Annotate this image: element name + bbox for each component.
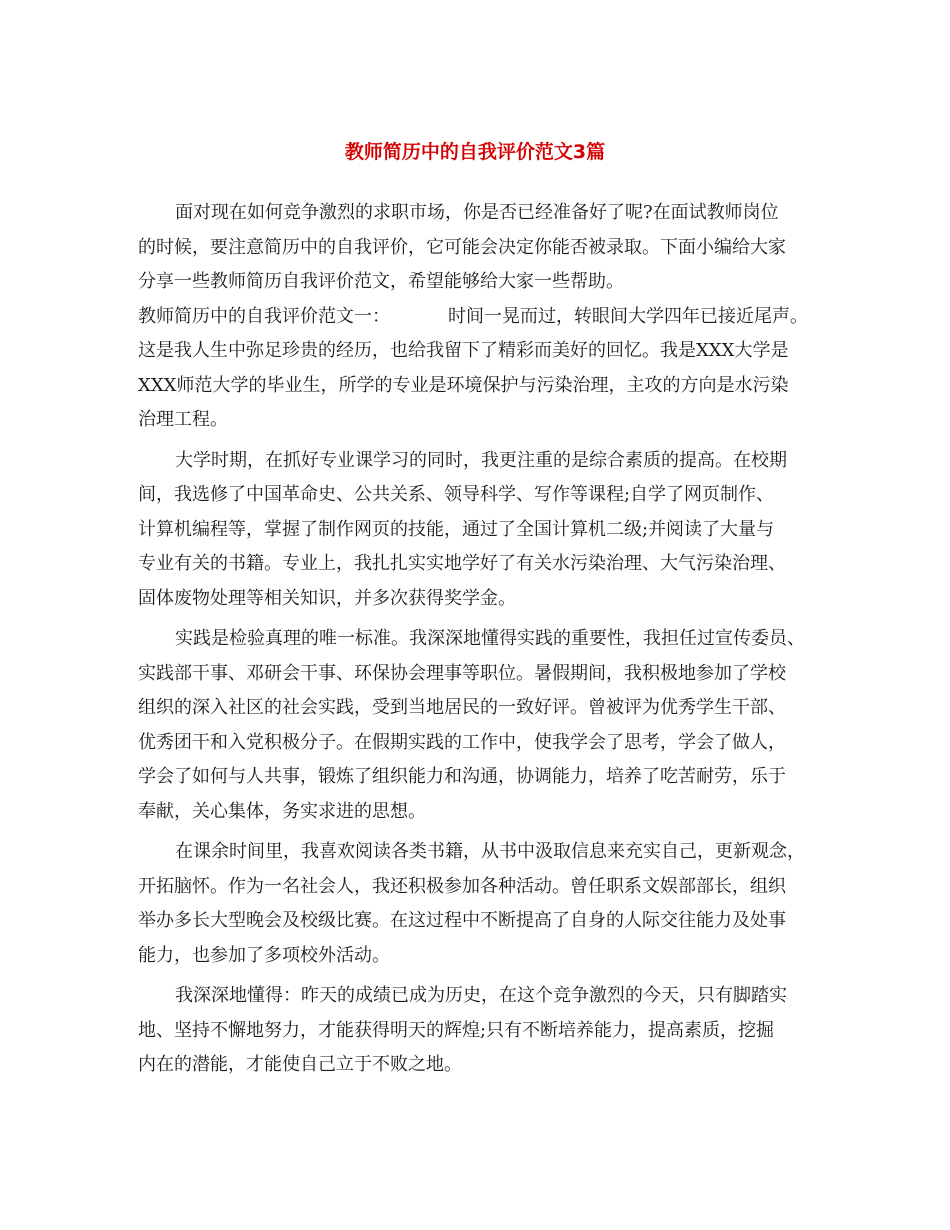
- text-line: 内在的潜能，才能使自己立于不败之地。: [138, 1054, 462, 1075]
- paragraph-1: [138, 334, 818, 438]
- text-line: 举办多长大型晚会及校级比赛。在这过程中不断提高了自身的人际交往能力及处事: [138, 910, 786, 931]
- text-line: 大学时期，在抓好专业课学习的同时，我更注重的是综合素质的提高。在校期: [175, 449, 787, 471]
- section-heading-line: [138, 300, 818, 335]
- text-line: 在课余时间里，我喜欢阅读各类书籍，从书中汲取信息来充实自己，更新观念，: [175, 841, 805, 862]
- text-line: 开拓脑怀。作为一名社会人，我还积极参加各种活动。曾任职系文娱部部长，组织: [138, 875, 786, 897]
- paragraph-3: [138, 622, 818, 829]
- text-line: 优秀团干和入党积极分子。在假期实践的工作中，使我学会了思考，学会了做人，: [138, 731, 786, 753]
- text-line: 分享一些教师简历自我评价范文，希望能够给大家一些帮助。: [138, 271, 624, 292]
- document-body: [138, 196, 818, 1083]
- section-first-text: 时间一晃而过，转眼间大学四年已接近尾声。: [448, 305, 808, 327]
- text-line: 能力，也参加了多项校外活动。: [138, 944, 390, 966]
- text-line: 实践是检验真理的唯一标准。我深深地懂得实践的重要性，我担任过宣传委员、: [175, 628, 805, 649]
- intro-paragraph: [138, 196, 818, 300]
- paragraph-4: [138, 835, 818, 973]
- text-line: 治理工程。: [138, 409, 228, 430]
- text-line: 的时候，要注意简历中的自我评价，它可能会决定你能否被录取。下面小编给大家: [138, 236, 786, 258]
- paragraph-5: [138, 979, 818, 1083]
- text-line: 计算机编程等，掌握了制作网页的技能，通过了全国计算机二级;并阅读了大量与: [138, 518, 775, 540]
- text-line: 这是我人生中弥足珍贵的经历，也给我留下了精彩而美好的回忆。我是XXX大学是: [138, 340, 789, 361]
- document-title: 教师简历中的自我评价范文3篇: [344, 141, 606, 163]
- section-heading: 教师简历中的自我评价范文一：: [138, 305, 390, 327]
- text-line: 学会了如何与人共事，锻炼了组织能力和沟通，协调能力，培养了吃苦耐劳，乐于: [138, 766, 786, 787]
- text-line: 面对现在如何竞争激烈的求职市场，你是否已经准备好了呢?在面试教师岗位: [175, 202, 779, 223]
- text-line: 专业有关的书籍。专业上，我扎扎实实地学好了有关水污染治理、大气污染治理、: [138, 553, 786, 574]
- text-line: 我深深地懂得：昨天的成绩已成为历史，在这个竞争激烈的今天，只有脚踏实: [175, 985, 787, 1006]
- text-line: 地、坚持不懈地努力，才能获得明天的辉煌;只有不断培养能力，提高素质，挖掘: [138, 1019, 775, 1041]
- text-line: 固体废物处理等相关知识，并多次获得奖学金。: [138, 587, 516, 609]
- text-line: 奉献，关心集体，务实求进的思想。: [138, 800, 426, 822]
- text-line: 实践部干事、邓研会干事、环保协会理事等职位。暑假期间，我积极地参加了学校: [138, 662, 786, 684]
- text-line: XXX师范大学的毕业生，所学的专业是环境保护与污染治理，主攻的方向是水污染: [138, 374, 789, 396]
- text-line: 间，我选修了中国革命史、公共关系、领导科学、写作等课程;自学了网页制作、: [138, 484, 775, 505]
- paragraph-2: [138, 444, 818, 617]
- text-line: 组织的深入社区的社会实践，受到当地居民的一致好评。曾被评为优秀学生干部、: [138, 697, 786, 718]
